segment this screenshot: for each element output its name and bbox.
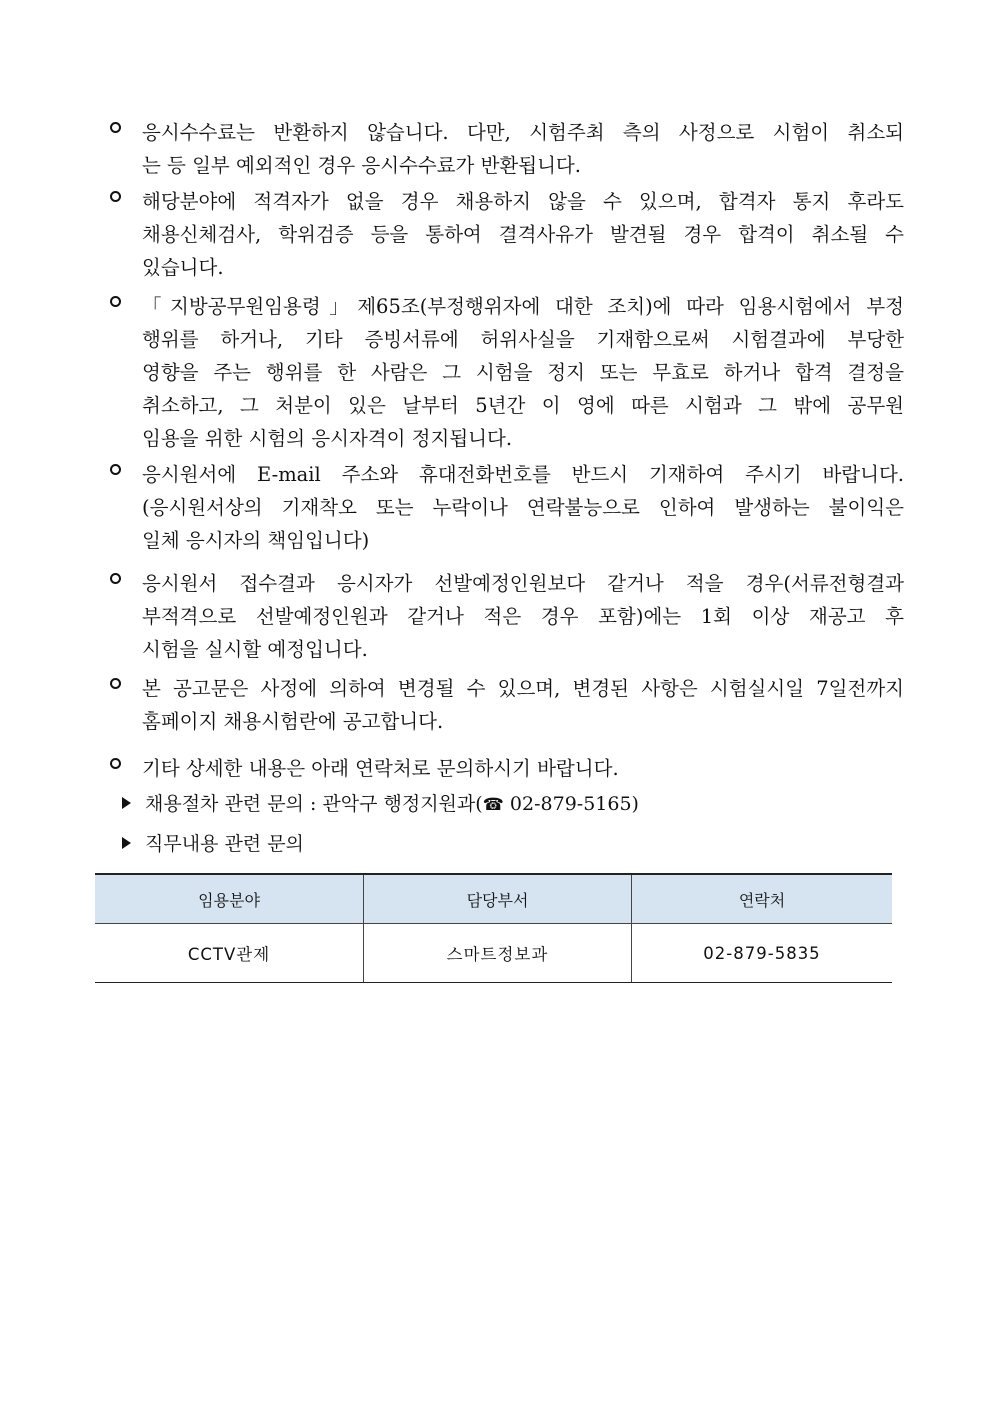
contact-table [95,873,892,983]
notice-line: 있습니다. [142,256,224,279]
column-header-contact: 연락처 [632,874,893,924]
table-header-row [95,874,892,924]
notice-line: 채용신체검사, 학위검증 등을 통하여 결격사유가 발견될 경우 합격이 취소될 수 [142,223,904,246]
procedure-inquiry [122,789,639,819]
duty-inquiry [122,829,304,859]
circle-bullet-icon [110,758,121,769]
notice-line: 응시원서에 E-mail 주소와 휴대전화번호를 반드시 기재하여 주시기 바랍니다. [142,463,904,486]
triangle-bullet-icon [122,797,131,809]
notice-line: 응시수수료는 반환하지 않습니다. 다만, 시험주최 측의 사정으로 시험이 취소되 [142,121,904,144]
circle-bullet-icon [110,122,121,133]
circle-bullet-icon [110,464,121,475]
notice-line: 시험을 실시할 예정입니다. [142,638,368,661]
notice-line: (응시원서상의 기재착오 또는 누락이나 연락불능으로 인하여 발생하는 불이익은 [142,496,904,519]
notice-line: 영향을 주는 행위를 한 사람은 그 시험을 정지 또는 무효로 하거나 합격 결정을 [142,361,904,384]
table-row [95,924,892,983]
notice-line: 일체 응시자의 책임입니다) [142,529,370,552]
column-header-field: 임용분야 [95,874,364,924]
procedure-inquiry-text: 채용절차 관련 문의 : 관악구 행정지원과( [145,793,483,815]
column-header-department: 담당부서 [364,874,632,924]
notice-line: 응시원서 접수결과 응시자가 선발예정인원보다 같거나 적을 경우(서류전형결과 [142,572,904,595]
notice-line: 임용을 위한 시험의 응시자격이 정지됩니다. [142,427,513,450]
cell-department: 스마트정보과 [364,924,632,983]
triangle-bullet-icon [122,837,131,849]
procedure-phone: 02-879-5165) [503,793,639,815]
circle-bullet-icon [110,191,121,202]
cell-field: CCTV관제 [95,924,364,983]
circle-bullet-icon [110,573,121,584]
notice-line: 「지방공무원임용령」제65조(부정행위자에 대한 조치)에 따라 임용시험에서 부정 [142,295,904,318]
notice-line: 부적격으로 선발예정인원과 같거나 적은 경우 포함)에는 1회 이상 재공고 후 [142,605,904,628]
notice-line: 해당분야에 적격자가 없을 경우 채용하지 않을 수 있으며, 합격자 통지 후라도 [142,190,904,213]
notice-line: 행위를 하거나, 기타 증빙서류에 허위사실을 기재함으로써 시험결과에 부당한 [142,328,904,351]
phone-icon: ☎ [482,795,504,815]
notice-line: 홈페이지 채용시험란에 공고합니다. [142,710,444,733]
cell-contact: 02-879-5835 [632,924,893,983]
circle-bullet-icon [110,296,121,307]
notice-line: 기타 상세한 내용은 아래 연락처로 문의하시기 바랍니다. [142,757,619,780]
notice-line: 는 등 일부 예외적인 경우 응시수수료가 반환됩니다. [142,154,581,177]
notice-line: 취소하고, 그 처분이 있은 날부터 5년간 이 영에 따른 시험과 그 밖에 공무원 [142,394,904,417]
duty-inquiry-text: 직무내용 관련 문의 [145,833,304,855]
circle-bullet-icon [110,678,121,689]
notice-line: 본 공고문은 사정에 의하여 변경될 수 있으며, 변경된 사항은 시험실시일 7일전까지 [142,677,904,700]
